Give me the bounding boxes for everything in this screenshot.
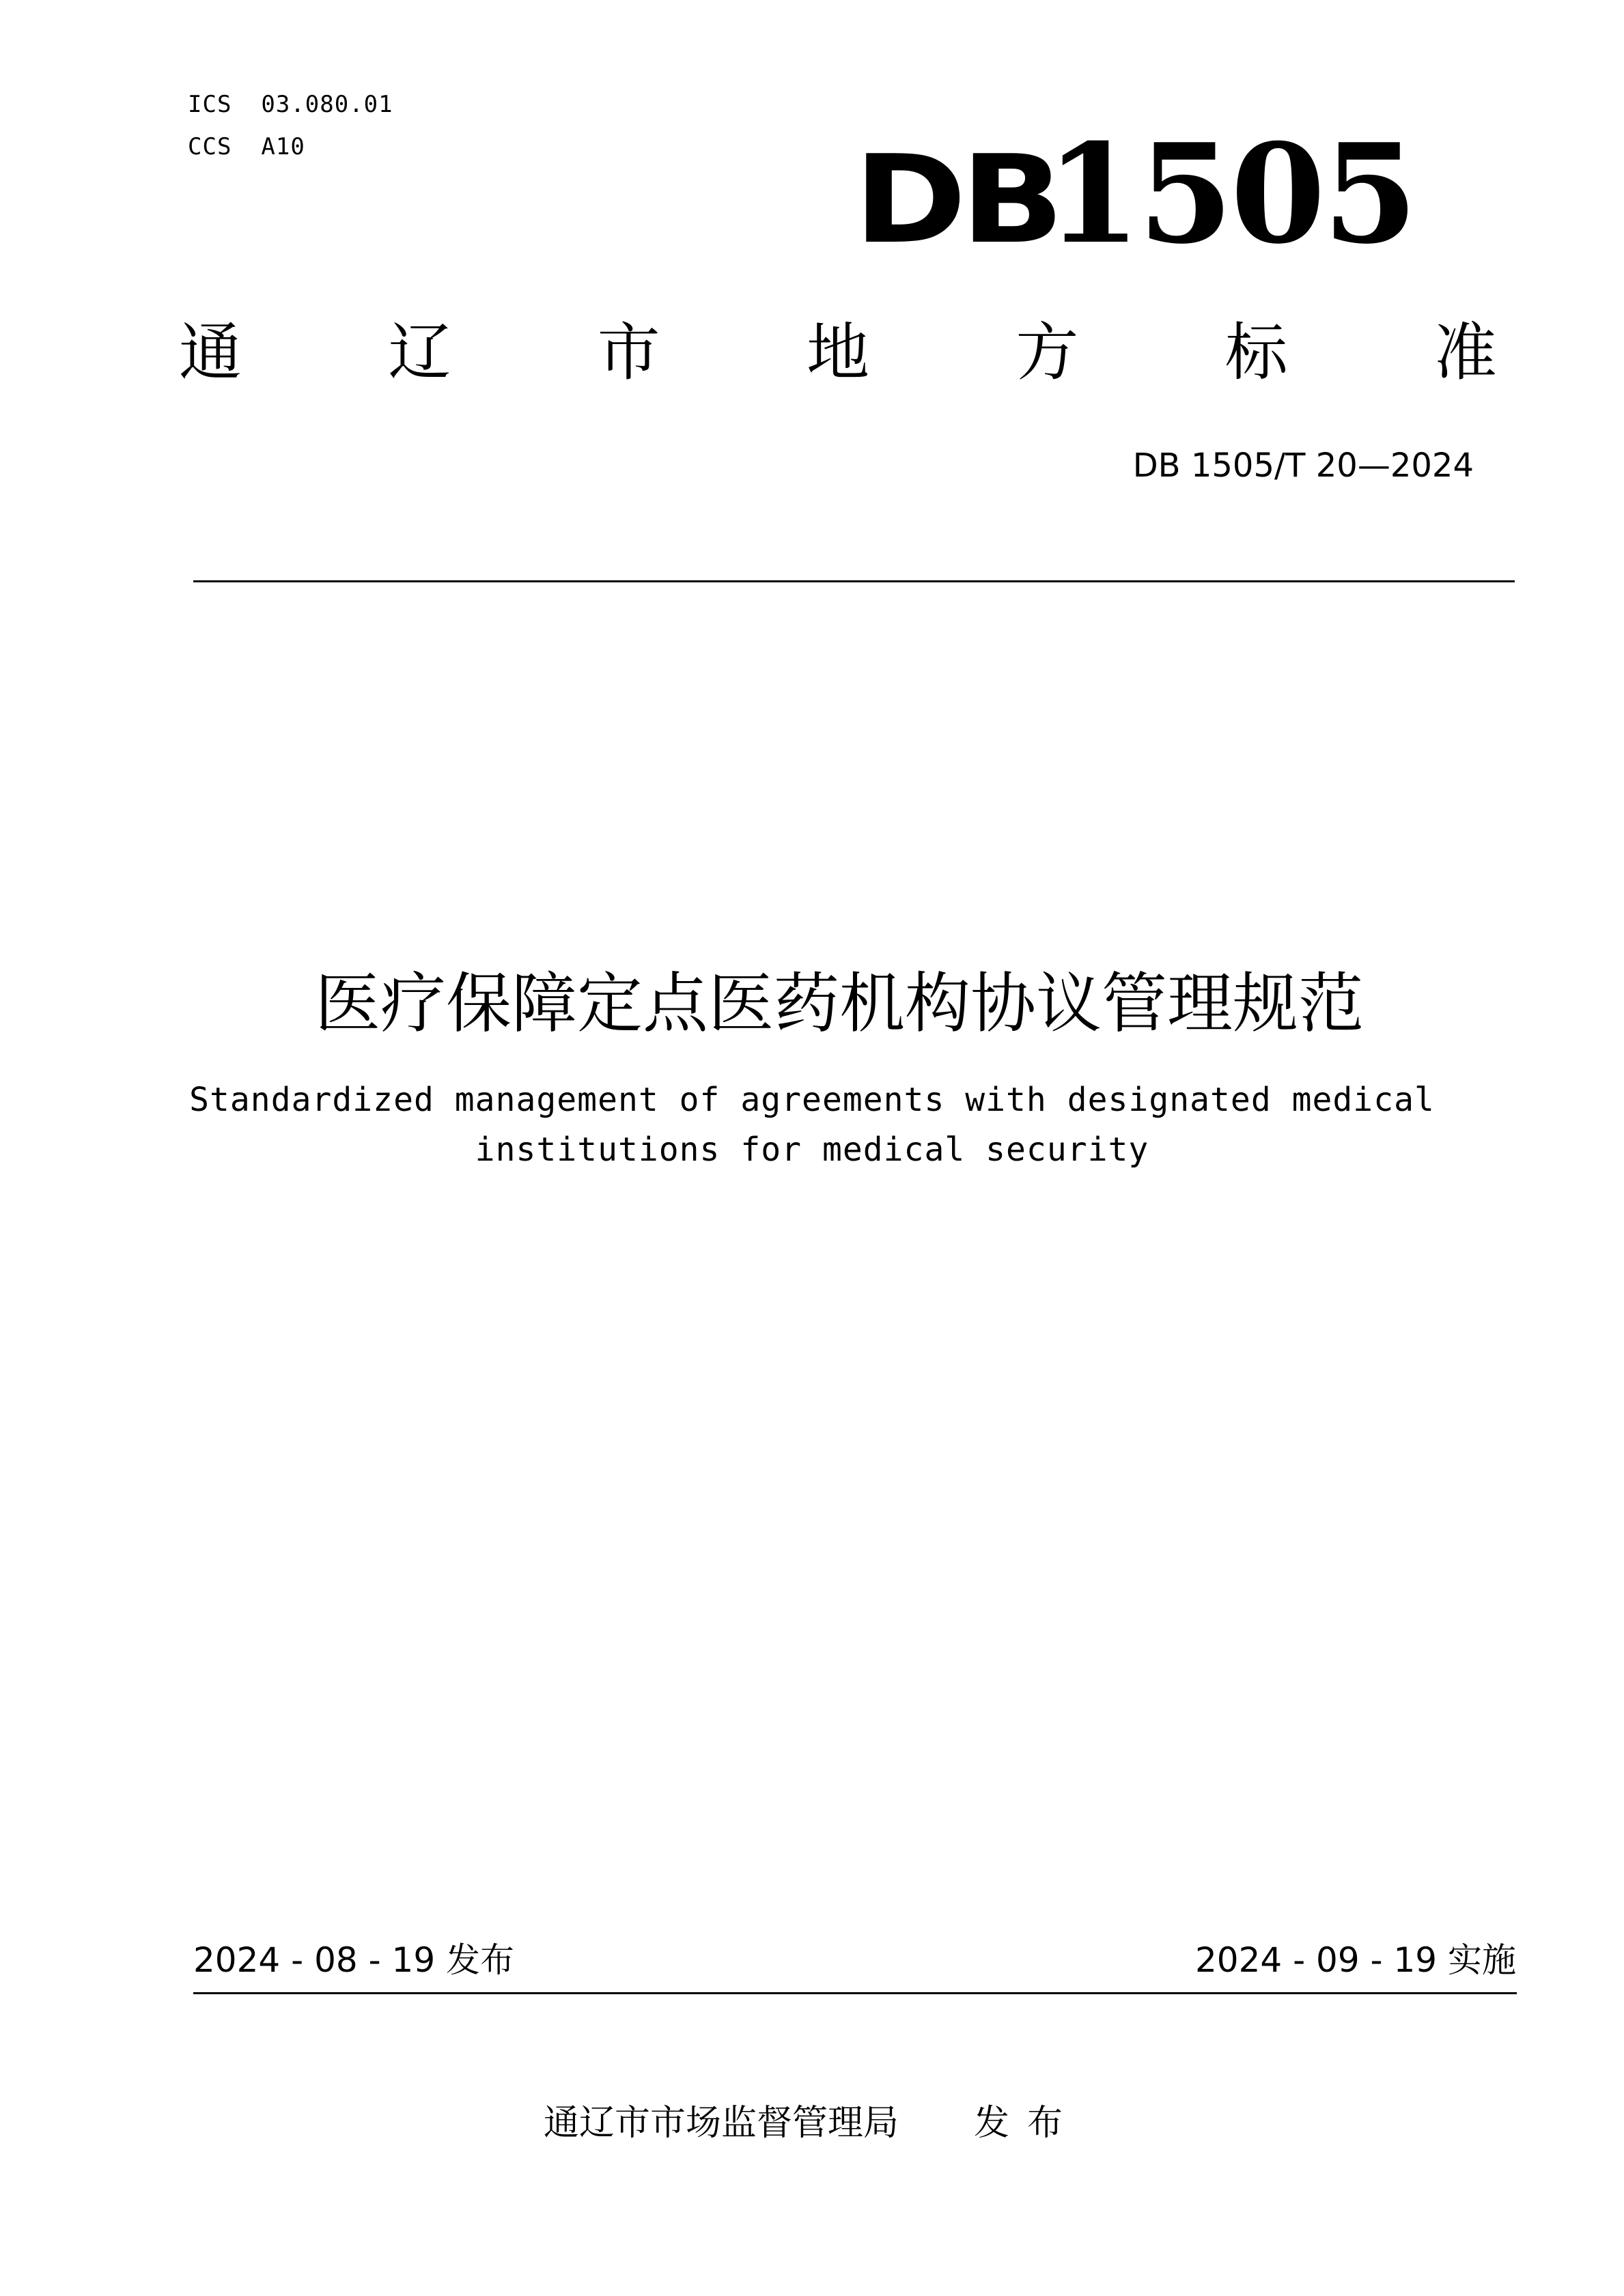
standard-number: DB 1505/T 20—2024 [1132,447,1474,485]
bottom-divider [193,1992,1517,1994]
standard-type-char: 标 [1224,316,1288,389]
release-date: 2024 - 08 - 19 发布 [193,1940,515,1980]
standard-type-heading [179,315,1497,391]
standard-type-char: 准 [1433,316,1497,389]
classification-codes [188,83,393,168]
standard-code-prefix: DB [854,129,1059,270]
ccs-line [188,126,393,168]
ics-line [188,83,393,126]
english-title-line-1: Standardized management of agreements with designated medical [189,1081,1435,1119]
document-title-chinese: 医疗保障定点医药机构协议管理规范 [315,965,1364,1042]
top-divider [193,580,1515,582]
document-title-english [0,1075,1624,1175]
ics-code: 03.080.01 [261,91,393,118]
standard-code-number: 1505 [1046,114,1416,274]
standard-type-char: 方 [1016,316,1079,389]
issuer-line [0,2099,1624,2147]
implementation-date: 2024 - 09 - 19 实施 [1194,1940,1516,1980]
ccs-code: A10 [261,133,305,160]
ccs-label: CCS [188,133,232,160]
ics-label: ICS [188,91,232,118]
standard-code-logo [854,114,1416,274]
standard-type-char: 辽 [388,316,451,389]
issuer-name: 通辽市市场监督管理局 [543,2103,899,2144]
issuer-action: 发布 [974,2103,1081,2144]
standard-type-char: 通 [179,316,242,389]
standard-type-char: 地 [806,316,869,389]
english-title-line-2: institutions for medical security [475,1131,1149,1169]
standard-type-char: 市 [597,316,660,389]
